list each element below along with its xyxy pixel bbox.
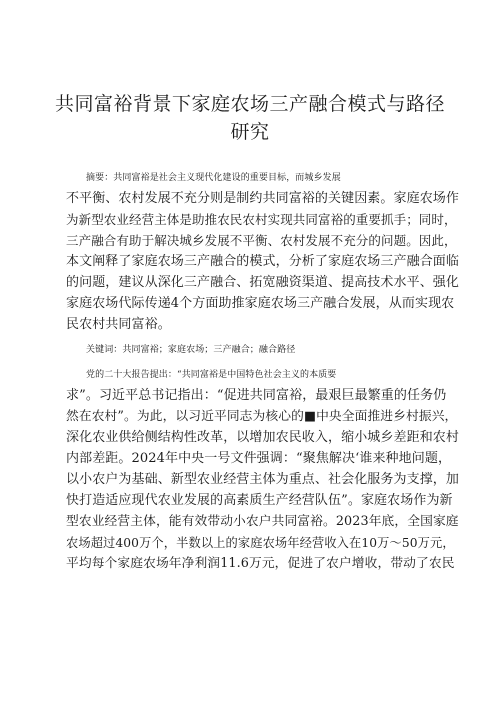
- abstract-line: 三产融合有助于解决城乡发展不平衡、农村发展不充分的问题。因此，: [66, 233, 457, 248]
- paragraph-line: 求”。习近平总书记指出：“促进共同富裕，最艰巨最繁重的任务仍: [66, 388, 447, 403]
- paragraph-line: 然在农村”。为此，以习近平同志为核心的■中央全面推进乡村振兴，: [66, 409, 458, 424]
- paragraph-line: 深化农业供给侧结构性改革，以增加农民收入，缩小城乡差距和农村: [66, 430, 460, 445]
- paragraph-line: 以小农户为基础、新型农业经营主体为重点、社会化服务为支撑，加: [66, 472, 460, 487]
- document-title-line-1: 共同富裕背景下家庭农场三产融合模式与路径: [54, 93, 445, 115]
- keywords-line: 关键词：共同富裕；家庭农场；三产融合；融合路径: [86, 345, 296, 355]
- abstract-line: 的问题，建议从深化三产融合、拓宽融资渠道、提高技术水平、强化: [66, 275, 460, 290]
- paragraph-line: 内部差距。2024年中央一号文件强调：“聚焦解决‘谁来种地问题，: [66, 451, 452, 466]
- paragraph-line: 型农业经营主体，能有效带动小农户共同富裕。2023年底，全国家庭: [66, 514, 459, 529]
- abstract-line: 为新型农业经营主体是助推农民农村实现共同富裕的重要抓手；同时，: [66, 212, 457, 227]
- abstract-line: 摘要：共同富裕是社会主义现代化建设的重要目标，而城乡发展: [86, 173, 341, 183]
- abstract-line: 家庭农场代际传递4个方面助推家庭农场三产融合发展，从而实现农: [66, 296, 455, 311]
- paragraph-line: 快打造适应现代农业发展的高素质生产经营队伍”。家庭农场作为新: [66, 493, 453, 508]
- paragraph-line: 平均每个家庭农场年净利润11.6万元，促进了农户增收，带动了农民: [66, 556, 455, 571]
- abstract-line: 本文阐释了家庭农场三产融合的模式，分析了家庭农场三产融合面临: [66, 254, 460, 269]
- document-title-line-2: 研究: [230, 121, 270, 143]
- abstract-line: 民农村共同富裕。: [66, 317, 171, 332]
- paragraph-line: 农场超过400万个，半数以上的家庭农场年经营收入在10万～50万元，: [66, 536, 455, 550]
- abstract-line: 不平衡、农村发展不充分则是制约共同富裕的关键因素。家庭农场作: [66, 191, 460, 206]
- paragraph-line: 党的二十大报告提出：“共同富裕是中国特色社会主义的本质要: [86, 370, 337, 380]
